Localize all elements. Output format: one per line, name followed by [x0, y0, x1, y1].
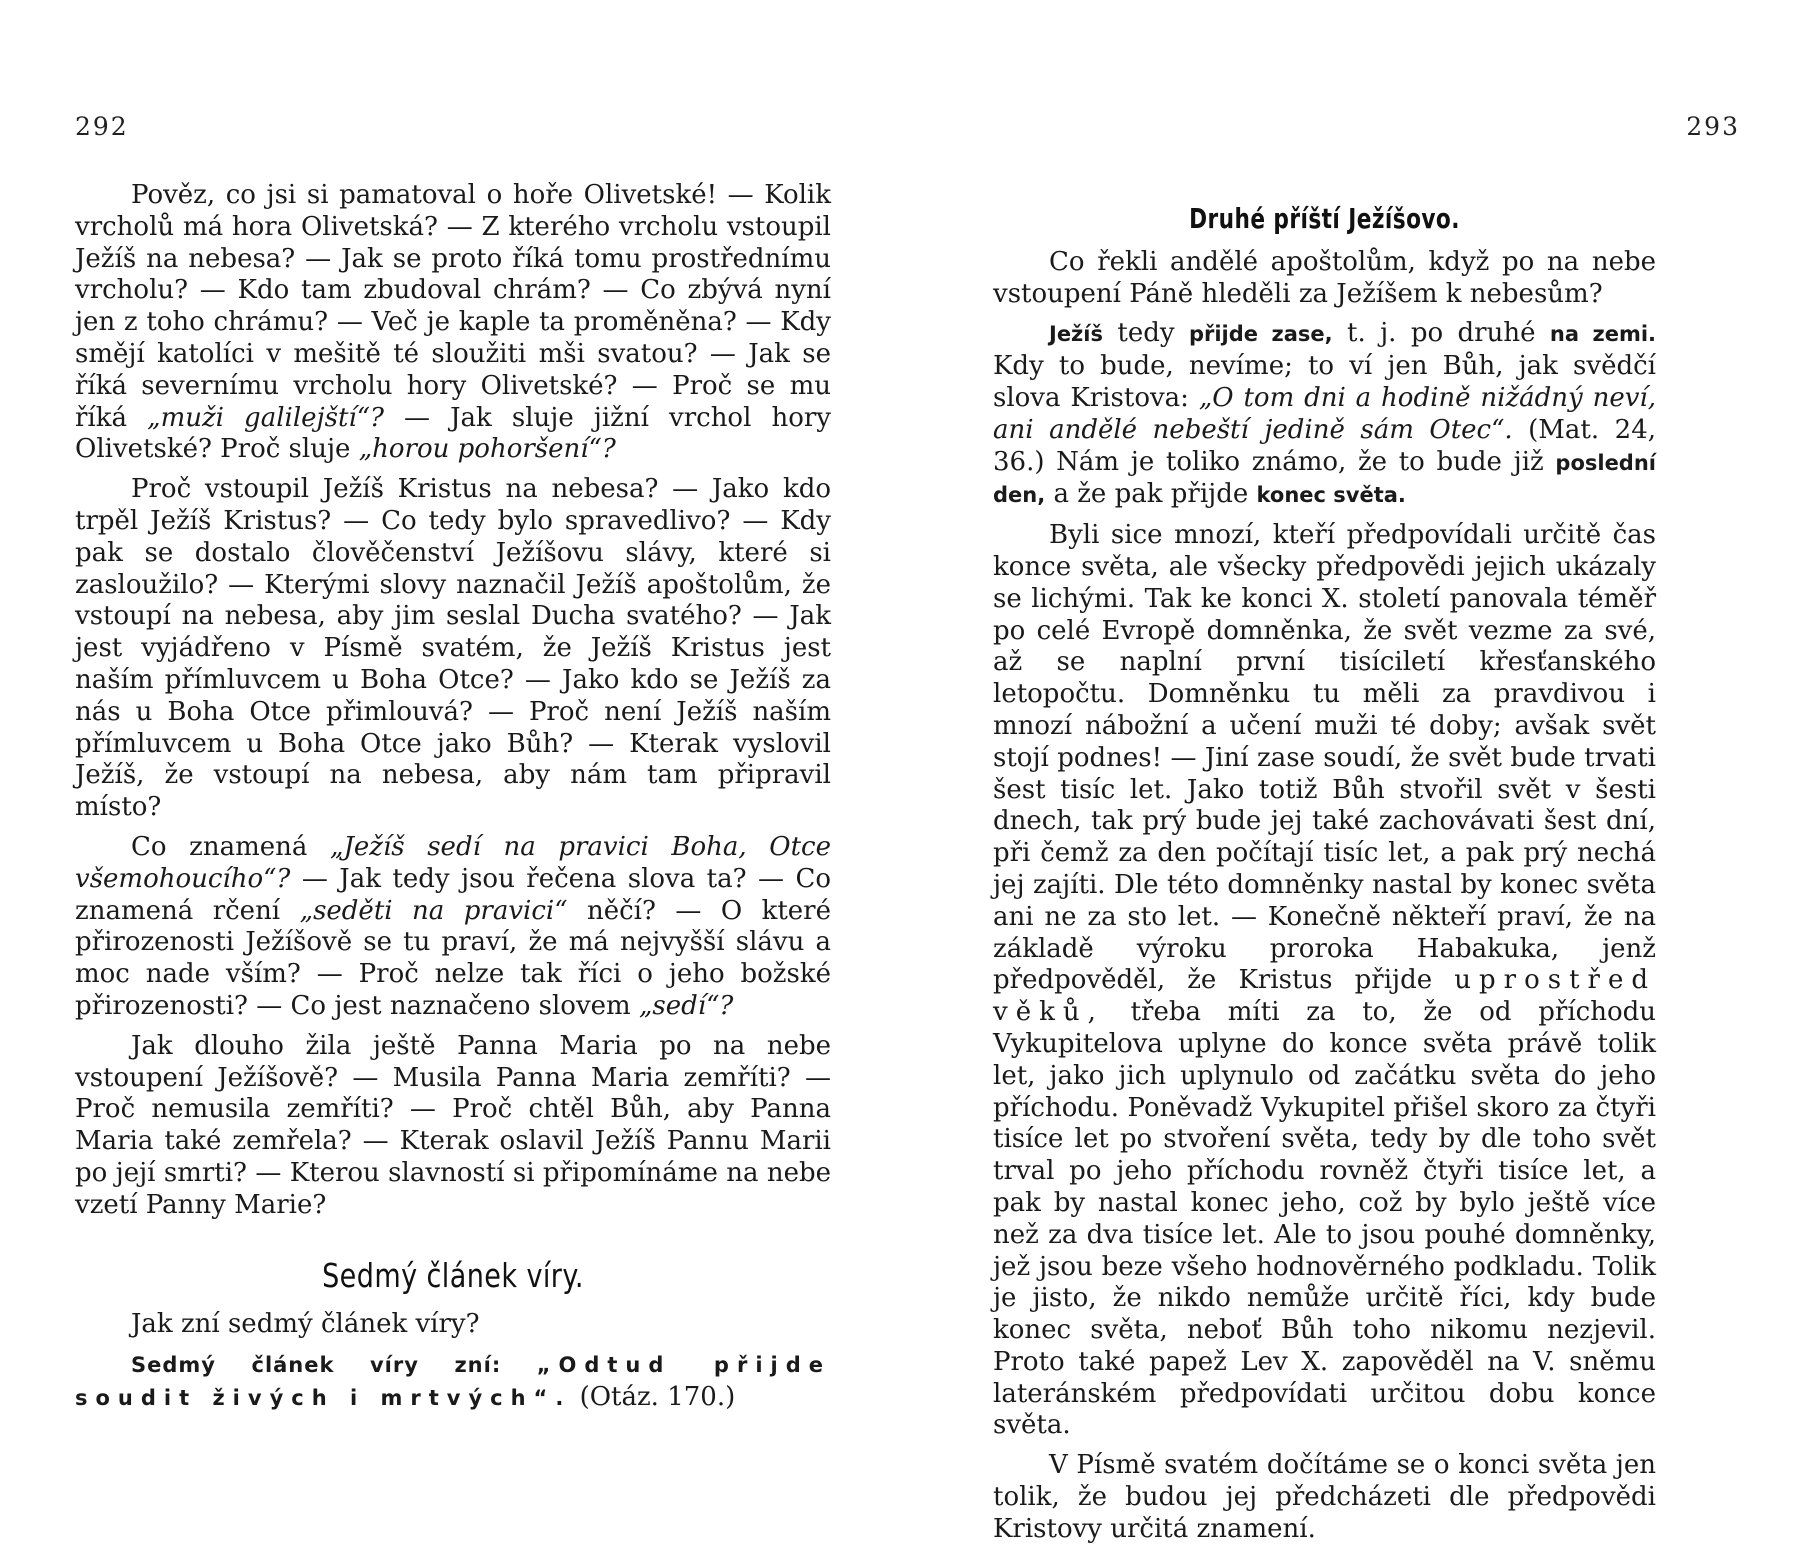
text-run: tedy — [1102, 318, 1189, 349]
italic-phrase: „sedí“? — [638, 990, 734, 1021]
paragraph: Proč vstoupil Ježíš Kristus na nebesa? — Jako kdo trpěl Ježíš Kristus? — Co tedy bylo spravedlivo? — Kdy pak se dostalo člověčenství Ježíšovu slávy, které si zasloužilo? — Kterými slovy naznačil Ježíš apoštolům, že vstoupí na nebesa, aby jim seslal Ducha svatého? — Jak jest vyjádřeno v Písmě svatém, že Ježíš Kristus jest naším přímluvcem u Boha Otce? — Jako kdo se Ježíš za nás u Boha Otce přimlouvá? — Proč není Ježíš naším přímluvcem u Boha Otce jako Bůh? — Kterak vyslovil Ježíš, že vstoupí na nebesa, aby nám tam připravil místo? — [75, 474, 831, 823]
text-run: — Jak sluje jižní vrchol hory Olivetské? Proč sluje — [75, 402, 831, 465]
catechism-question: Jak zní sedmý článek víry? — [131, 1309, 480, 1340]
paragraph — [75, 180, 831, 466]
bold-phrase: na zemi. — [1549, 322, 1657, 347]
text-run: něčí? — O které přirozenosti Ježíšově se tu praví, že má nejvyšší slávu a moc nade vším? — Proč nelze tak říci o jeho božské přirozenosti? — Co jest naznačeno slovem — [75, 895, 832, 1021]
bold-phrase: Ježíš — [1049, 322, 1103, 347]
italic-phrase: „Ježíš sedí na pravici Boha, Otce všemohoucího“? — [75, 831, 831, 894]
paragraph — [75, 832, 831, 1023]
text-run: — Jak tedy jsou řečena slova ta? — Co znamená rčení — [75, 863, 831, 926]
section-heading: Sedmý článek víry. — [322, 1255, 584, 1295]
paragraph: Jak dlouho žila ještě Panna Maria po na nebe vstoupení Ježíšově? — Musila Panna Maria zemříti? — Proč nemusila zemříti? — Proč chtěl Bůh, aby Panna Maria také zemřela? — Kterak oslavil Ježíš Pannu Marii po její smrti? — Kterou slavností si připomínáme na nebe vzetí Panny Marie? — [75, 1030, 831, 1220]
right-page — [905, 0, 1810, 1544]
paragraph — [993, 520, 1656, 1442]
italic-phrase: „horou pohoršení“? — [358, 434, 616, 465]
paragraph: V Písmě svatém dočítáme se o konci světa jen tolik, že budou jej předcházeti dle předpovědi Kristovy určitá znamení. — [993, 1450, 1656, 1544]
answer-lead: Sedmý článek víry zní: — [131, 1353, 502, 1378]
text-run: Pověz, co jsi si pamatoval o hoře Olivetské! — Kolik vrcholů má hora Olivetská? — Z kterého vrcholu vstoupil Ježíš na nebesa? — Jak se proto říká tomu prostřednímu vrcholu? — Kdo tam zbudoval chrám? — Co zbývá nyní jen z toho chrámu? — Več je kaple ta proměněna? — Kdy smějí katolíci v mešitě té sloužiti mši svatou? — Jak se říká severnímu vrcholu hory Olivetské? — Proč se mu říká — [75, 180, 831, 433]
text-run: Co znamená — [131, 831, 330, 862]
answer-quote: „Odtud přijde soudit živých i mrtvých“. — [75, 1353, 831, 1410]
catechism-answer — [75, 1349, 831, 1415]
italic-phrase: „O tom dni a hodině nižádný neví, ani andělé nebeští jedině sám Otec“. — [993, 382, 1657, 445]
left-page — [0, 0, 905, 1501]
text-run: t. j. po druhé — [1332, 318, 1550, 349]
left-text-block — [75, 180, 831, 1415]
italic-phrase: „muži galilejští“? — [147, 402, 384, 433]
text-run: Byli sice mnozí, kteří předpovídali určitě čas konce světa, ale všecky předpovědi jejich ukázaly se lichými. Tak ke konci X. století panovala téměř po celé Evropě domněnka, že svět vezme za své, až se naplní první tisíciletí křesťanského letopočtu. Domněnku tu měli za pravdivou i mnozí nábožní a učení muži té doby; avšak svět stojí podnes! — Jiní zase soudí, že svět bude trvati šest tisíc let. Jako totiž Bůh stvořil svět v šesti dnech, tak prý bude jej také zachovávati šest dní, při čemž za den počítají tisíc let, a pak prý nechá jej zajíti. Dle této domněnky nastal by konec světa ani ne za sto let. — Konečně někteří praví, že na základě výroku proroka Habakuka, jenž předpověděl, že Kristus přijde — [993, 520, 1656, 996]
answer-reference: (Otáz. 170.) — [571, 1381, 736, 1412]
bold-phrase: přijde zase, — [1188, 322, 1333, 347]
text-run: Kdy to bude, nevíme; to ví jen Bůh, jak svědčí slova Kristova: — [993, 351, 1656, 413]
page-number: 293 — [1686, 112, 1740, 141]
page-number: 292 — [75, 112, 129, 141]
text-run: třeba míti za to, že od příchodu Vykupitelova uplyne do konce světa právě tolik let, jako jich uplynulo od začátku světa do jeho příchodu. Poněvadž Vykupitel přišel skoro za čtyři tisíce let po stvoření světa, tedy by dle toho svět trval po jeho příchodu rovněž čtyři tisíce let, a pak by nastal konec jeho, což by bylo ještě více než za dva tisíce let. Ale to jsou pouhé domněnky, jež jsou beze všeho hodnověrného podkladu. Tolik je jisto, že nikdo nemůže určitě říci, kdy bude konec světa, neboť Bůh toho nikomu nezjevil. Proto také papež Lev X. zapověděl na V. sněmu lateránském předpovídati určitou dobu konce světa. — [993, 997, 1656, 1441]
italic-phrase: „seděti na pravici“ — [299, 895, 568, 926]
bold-phrase: poslední den, — [993, 450, 1656, 508]
bold-phrase: konec světa. — [1256, 483, 1406, 508]
text-run: (Mat. 24, 36.) Nám je toliko známo, že to bude již — [993, 414, 1657, 477]
catechism-answer — [993, 318, 1656, 512]
section-heading: Druhé příští Ježíšovo. — [1189, 202, 1460, 235]
text-run: a že pak přijde — [1045, 479, 1257, 510]
catechism-question: Co řekli andělé apoštolům, když po na nebe vstoupení Páně hleděli za Ježíšem k nebesům? — [993, 246, 1656, 309]
right-text-block — [993, 203, 1656, 1554]
spaced-phrase: uprostřed věků, — [993, 965, 1656, 1028]
